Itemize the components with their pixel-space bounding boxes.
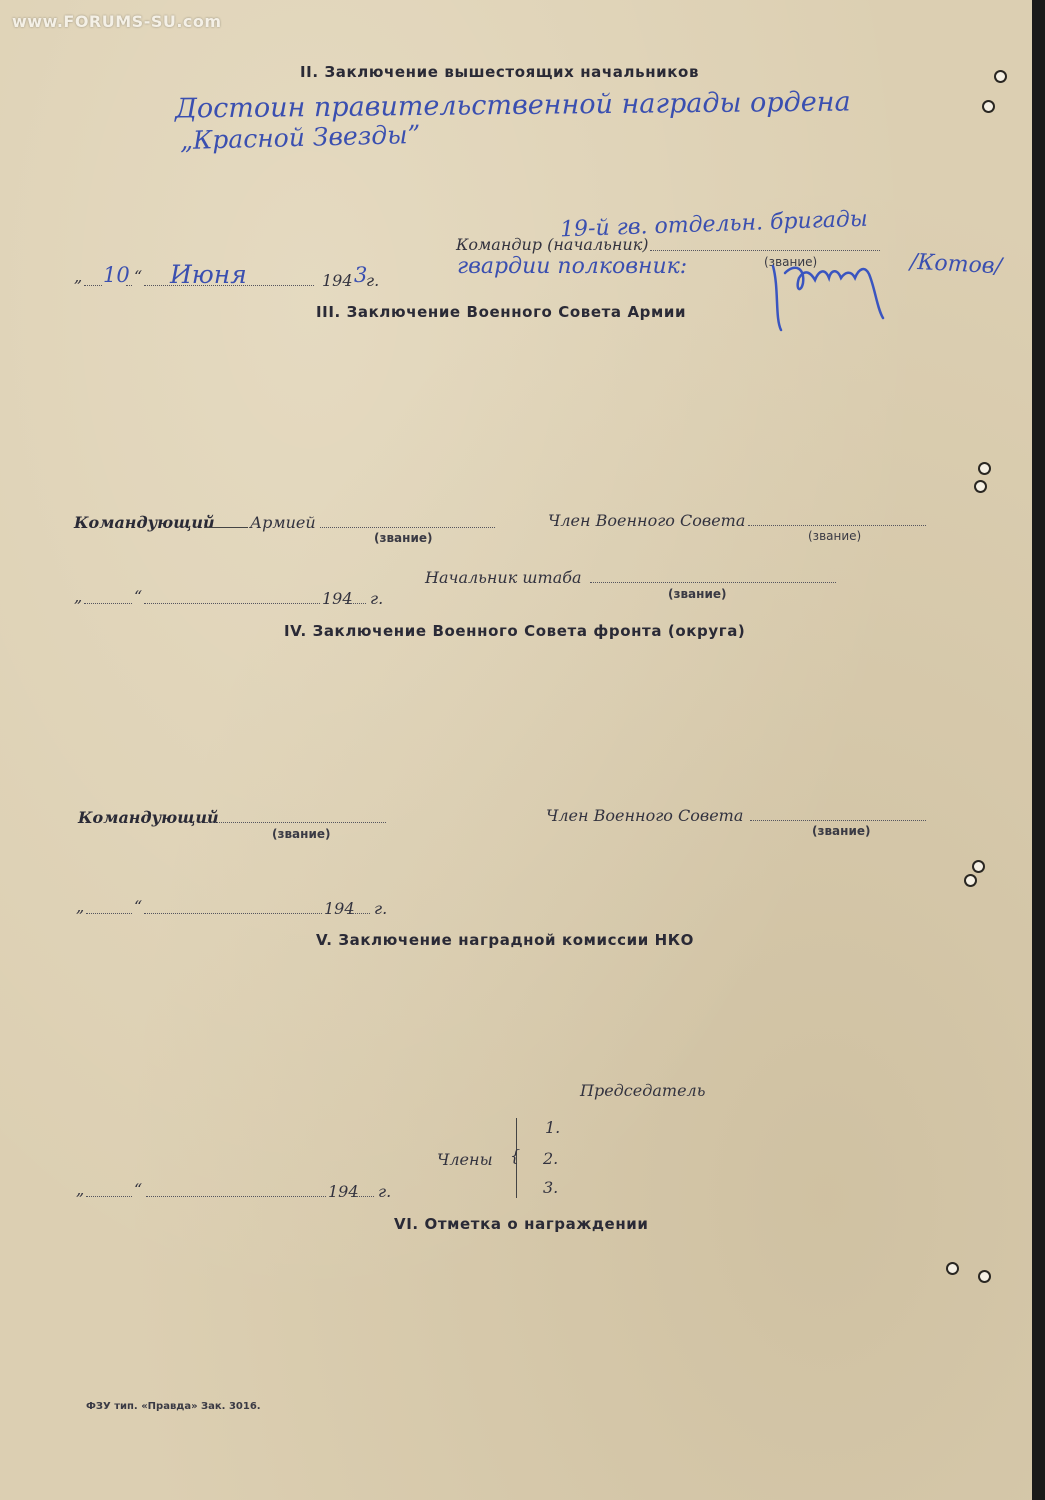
member-2-number: 2. — [543, 1149, 559, 1168]
date5-day-line — [86, 1196, 132, 1197]
handwritten-signature-name: /Котов/ — [909, 249, 1003, 280]
binder-hole — [996, 72, 1005, 81]
chief-rank-caption: (звание) — [668, 587, 727, 601]
binder-hole — [966, 876, 975, 885]
date5-close-quote: “ — [134, 1180, 143, 1199]
date-year-print: 194 — [322, 271, 353, 290]
date5-suffix: г. — [378, 1182, 392, 1201]
army-council-member-label: Член Военного Совета — [548, 511, 746, 530]
members-brace-point: { — [510, 1146, 521, 1165]
army-rank-line — [320, 527, 495, 528]
date4-close-quote: “ — [134, 897, 143, 916]
handwritten-recommendation-line1: Достоин правительственной награды ордена — [174, 86, 851, 125]
front-council-rank-caption: (звание) — [812, 824, 871, 838]
date3-open-quote: „ — [74, 587, 83, 606]
section-2-title: II. Заключение вышестоящих начальников — [300, 63, 700, 81]
army-rank-caption: (звание) — [374, 531, 433, 545]
date-day-hw: 10 — [103, 263, 130, 287]
print-footer: ФЗУ тип. «Правда» Зак. 3016. — [86, 1401, 261, 1412]
date-month-hw: Июня — [170, 260, 247, 289]
army-council-member-line — [748, 525, 926, 526]
section-5-title: V. Заключение наградной комиссии НКО — [316, 931, 695, 949]
army-council-rank-caption: (звание) — [808, 529, 862, 543]
front-rank-caption: (звание) — [272, 827, 331, 841]
date3-day-line — [84, 603, 132, 604]
date5-month-line — [146, 1196, 326, 1197]
date4-open-quote: „ — [76, 897, 85, 916]
handwritten-rank: гвардии полковник: — [457, 254, 688, 279]
date3-year: 194 — [322, 589, 353, 608]
date4-month-line — [144, 913, 322, 914]
member-1-number: 1. — [545, 1118, 561, 1137]
date5-year: 194 — [328, 1182, 359, 1201]
section-4-title: IV. Заключение Военного Совета фронта (округа) — [284, 622, 746, 640]
chief-of-staff-label: Начальник штаба — [425, 568, 582, 587]
front-commander-line — [206, 822, 386, 823]
date3-close-quote: “ — [134, 587, 143, 606]
army-label: Армией — [250, 513, 316, 532]
date4-suffix: г. — [374, 899, 388, 918]
date-year-hw: 3 — [354, 263, 368, 287]
date-year-suffix: г. — [366, 271, 380, 290]
members-label: Члены — [437, 1150, 493, 1169]
army-commander-label: Командующий — [74, 513, 215, 532]
binder-hole — [974, 862, 983, 871]
binder-hole — [984, 102, 993, 111]
army-commander-underline — [204, 527, 248, 528]
date-open-quote: „ — [74, 267, 83, 286]
date3-suffix: г. — [370, 589, 384, 608]
rank-caption: (звание) — [764, 255, 818, 269]
section-3-title: III. Заключение Военного Совета Армии — [316, 303, 687, 321]
handwritten-unit: 19-й гв. отдельн. бригады — [559, 206, 869, 243]
member-3-number: 3. — [543, 1178, 559, 1197]
handwritten-recommendation-line2: „Красной Звезды” — [179, 119, 421, 156]
date5-year-line — [356, 1196, 374, 1197]
chairman-label: Председатель — [580, 1081, 706, 1100]
section-6-title: VI. Отметка о награждении — [394, 1215, 649, 1233]
front-commander-label: Командующий — [78, 808, 219, 827]
front-council-member-line — [750, 820, 926, 821]
date4-year: 194 — [324, 899, 355, 918]
chief-of-staff-line — [590, 582, 836, 583]
watermark: www.FORUMS-SU.com — [12, 12, 222, 31]
date-day-line-a — [84, 285, 102, 286]
date5-open-quote: „ — [76, 1180, 85, 1199]
binder-hole — [976, 482, 985, 491]
date3-month-line — [144, 603, 320, 604]
date4-day-line — [86, 913, 132, 914]
signature — [765, 248, 895, 338]
binder-hole — [948, 1264, 957, 1273]
date-close-quote: “ — [134, 267, 143, 286]
front-council-member-label: Член Военного Совета — [546, 806, 744, 825]
date3-year-line — [350, 603, 366, 604]
date-day-line-b — [126, 285, 132, 286]
binder-hole — [980, 464, 989, 473]
binder-hole — [980, 1272, 989, 1281]
commander-label: Командир (начальник) — [456, 235, 649, 254]
date4-year-line — [352, 913, 370, 914]
